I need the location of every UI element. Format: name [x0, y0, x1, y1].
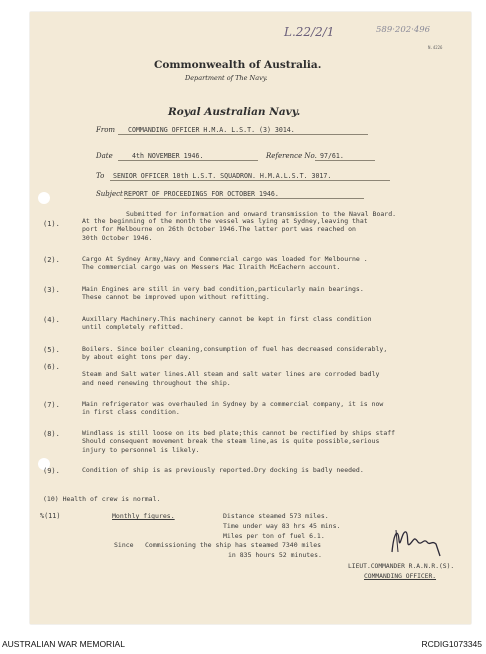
item-number: (5).	[43, 346, 60, 354]
item-text: At the beginning of the month the vessel was lying at Sydney,leaving that port for Melbourne on 26th October 1946.The latter port was reached on 30th October 1946.	[82, 217, 368, 242]
handwritten-file-ref: L.22/2/1	[284, 25, 335, 39]
from-label: From	[96, 126, 116, 134]
reference-rule	[315, 160, 375, 161]
subject-value: REPORT OF PROCEEDINGS FOR OCTOBER 1946.	[124, 190, 279, 198]
from-rule	[118, 134, 368, 135]
item-text: Windlass is still loose on its bed plate;this cannot be rectified by ships staff Should consequent movement break the steam line,as is quite possible,serious injury to personnel is likely.	[82, 429, 396, 454]
to-value: SENIOR OFFICER 10th L.S.T. SQUADRON. H.M.A.L.S.T. 3017.	[113, 172, 332, 180]
date-value: 4th NOVEMBER 1946.	[132, 152, 204, 160]
miles-per-ton: Miles per ton of fuel 6.1.	[223, 532, 325, 540]
to-rule	[110, 180, 390, 181]
navy-heading: Royal Australian Navy.	[168, 106, 301, 118]
item-number: (1).	[43, 220, 60, 228]
item-10-text: (10) Health of crew is normal.	[43, 495, 161, 503]
item-number: (3).	[43, 286, 60, 294]
item-text: Boilers. Since boiler cleaning,consumption of fuel has decreased considerably, by about eight tons per day. Steam and Salt water lines.All steam and salt water lines are corroded badly and need renewing throughout the ship.	[82, 345, 388, 387]
to-label: To	[96, 172, 105, 180]
date-rule	[118, 160, 258, 161]
item-11-number: %(11)	[40, 512, 61, 520]
signatory-title: COMMANDING OFFICER.	[364, 573, 437, 580]
archive-id: RCDIG1073345	[421, 639, 482, 649]
archive-footer	[0, 636, 486, 654]
intro-line: Submitted for information and onward transmission to the Naval Board.	[126, 210, 397, 218]
signature-scrawl-icon	[386, 522, 446, 562]
subject-rule	[124, 198, 364, 199]
monthly-figures-label: Monthly figures.	[112, 512, 175, 520]
since-label: Since	[114, 541, 134, 549]
item-text: Cargo At Sydney Army,Navy and Commercial cargo was loaded for Melbourne . The commercial cargo was on Messers Mac Ilraith McEachern account.	[82, 255, 368, 272]
reference-value: 97/61.	[320, 152, 344, 160]
item-number: (9).	[43, 467, 60, 475]
commissioning-hours: in 835 hours 52 minutes.	[228, 551, 322, 559]
item-number: (4).	[43, 316, 60, 324]
item-number-6: (6).	[43, 363, 60, 371]
punch-hole-top	[38, 192, 50, 204]
document-page	[30, 12, 471, 624]
signature	[386, 522, 446, 562]
item-number: (8).	[43, 430, 60, 438]
dept-heading: Department of The Navy.	[185, 74, 268, 82]
distance-steamed: Distance steamed 573 miles.	[223, 512, 329, 520]
time-under-way: Time under way 83 hrs 45 mins.	[223, 522, 341, 530]
item-text: Main refrigerator was overhauled in Sydney by a commercial company, it is now in first class condition.	[82, 400, 384, 417]
commissioning-miles: Commissioning the ship has steamed 7340 miles	[145, 541, 322, 549]
item-text: Auxillary Machinery.This machinery cannot be kept in first class condition until completely refitted.	[82, 315, 372, 332]
form-number: N.4226	[428, 45, 443, 50]
signatory-rank: LIEUT.COMMANDER R.A.N.R.(S).	[348, 563, 455, 570]
item-text: Condition of ship is as previously reported.Dry docking is badly needed.	[82, 466, 364, 474]
date-label: Date	[96, 152, 113, 160]
reference-label: Reference No.	[266, 152, 317, 160]
handwritten-corner-ref: 589·202·496	[376, 25, 431, 35]
item-number: (7).	[43, 401, 60, 409]
from-value: COMMANDING OFFICER H.M.A. L.S.T. (3) 3014.	[128, 126, 295, 134]
item-text: Main Engines are still in very bad condition,particularly main bearings. These cannot be improved upon without refitting.	[82, 285, 364, 302]
item-number: (2).	[43, 256, 60, 264]
org-heading: Commonwealth of Australia.	[154, 59, 322, 71]
subject-label: Subject	[96, 190, 123, 198]
archive-name: AUSTRALIAN WAR MEMORIAL	[2, 639, 125, 649]
